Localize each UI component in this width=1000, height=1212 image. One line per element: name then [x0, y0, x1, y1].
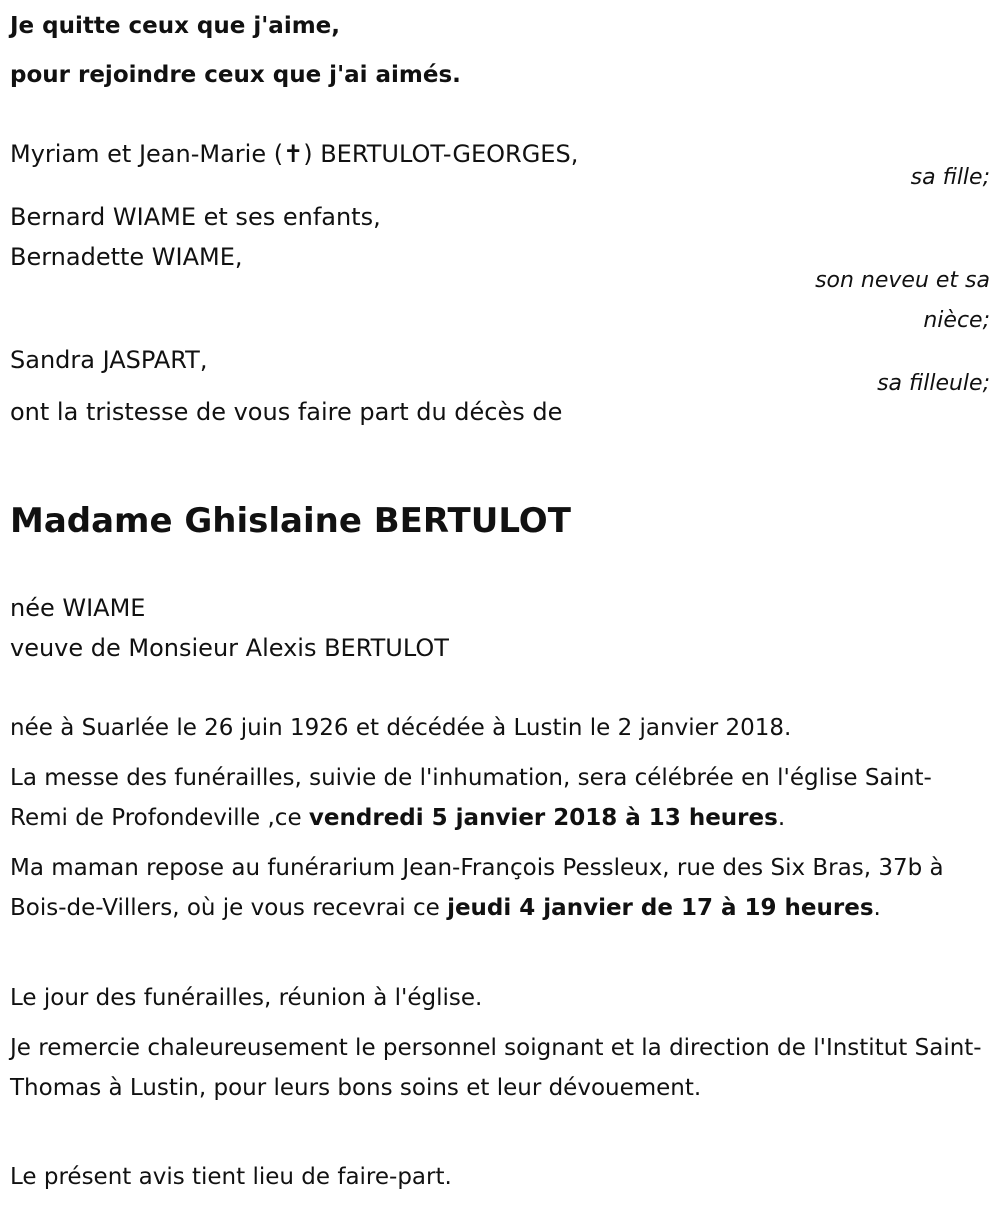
announcement-text: ont la tristesse de vous faire part du décès de: [10, 398, 563, 426]
quote-line-2: pour rejoindre ceux que j'ai aimés.: [10, 62, 461, 88]
visitation-end: .: [873, 895, 881, 921]
funeral-end: .: [777, 805, 786, 831]
widow-of: veuve de Monsieur Alexis BERTULOT: [10, 634, 449, 662]
thanks-paragraph: [10, 1028, 985, 1108]
funeral-text: La messe des funérailles, suivie de l'inhumation, sera célébrée en l'église Saint-Remi de Profondeville ,ce: [10, 765, 932, 831]
birth-death-paragraph: [10, 708, 985, 748]
family-member-daughter: Myriam et Jean-Marie (✝) BERTULOT-GEORGES,: [10, 140, 579, 168]
birth-death-text: née à Suarlée le 26 juin 1926 et décédée à Lustin le 2 janvier 2018.: [10, 715, 792, 741]
relation-nephew-niece-line-2: nièce;: [923, 308, 990, 333]
visitation-text: Ma maman repose au funérarium Jean-François Pessleux, rue des Six Bras, 37b à Bois-de-Villers, où je vous recevrai ce: [10, 855, 944, 921]
relation-goddaughter: sa filleule;: [877, 371, 990, 396]
thanks-text: Je remercie chaleureusement le personnel soignant et la direction de l'Institut Saint-Thomas à Lustin, pour leurs bons soins et leur dévouement.: [10, 1035, 982, 1101]
birth-name: née WIAME: [10, 594, 146, 622]
relation-daughter: sa fille;: [910, 165, 990, 190]
deceased-name: Madame Ghislaine BERTULOT: [10, 501, 571, 541]
visitation-paragraph: [10, 848, 985, 928]
funeral-paragraph: [10, 758, 985, 838]
notice-paragraph: [10, 1157, 985, 1197]
funeral-date: vendredi 5 janvier 2018 à 13 heures: [308, 805, 778, 831]
relation-nephew-niece-line-1: son neveu et sa: [815, 268, 990, 293]
family-member-niece: Bernadette WIAME,: [10, 243, 243, 271]
reunion-text: Le jour des funérailles, réunion à l'église.: [10, 985, 483, 1011]
reunion-paragraph: [10, 978, 985, 1018]
visitation-date: jeudi 4 janvier de 17 à 19 heures: [447, 895, 874, 921]
family-member-nephew: Bernard WIAME et ses enfants,: [10, 203, 381, 231]
notice-text: Le présent avis tient lieu de faire-part.: [10, 1164, 452, 1190]
quote-line-1: Je quitte ceux que j'aime,: [10, 13, 341, 39]
family-member-goddaughter: Sandra JASPART,: [10, 346, 208, 374]
